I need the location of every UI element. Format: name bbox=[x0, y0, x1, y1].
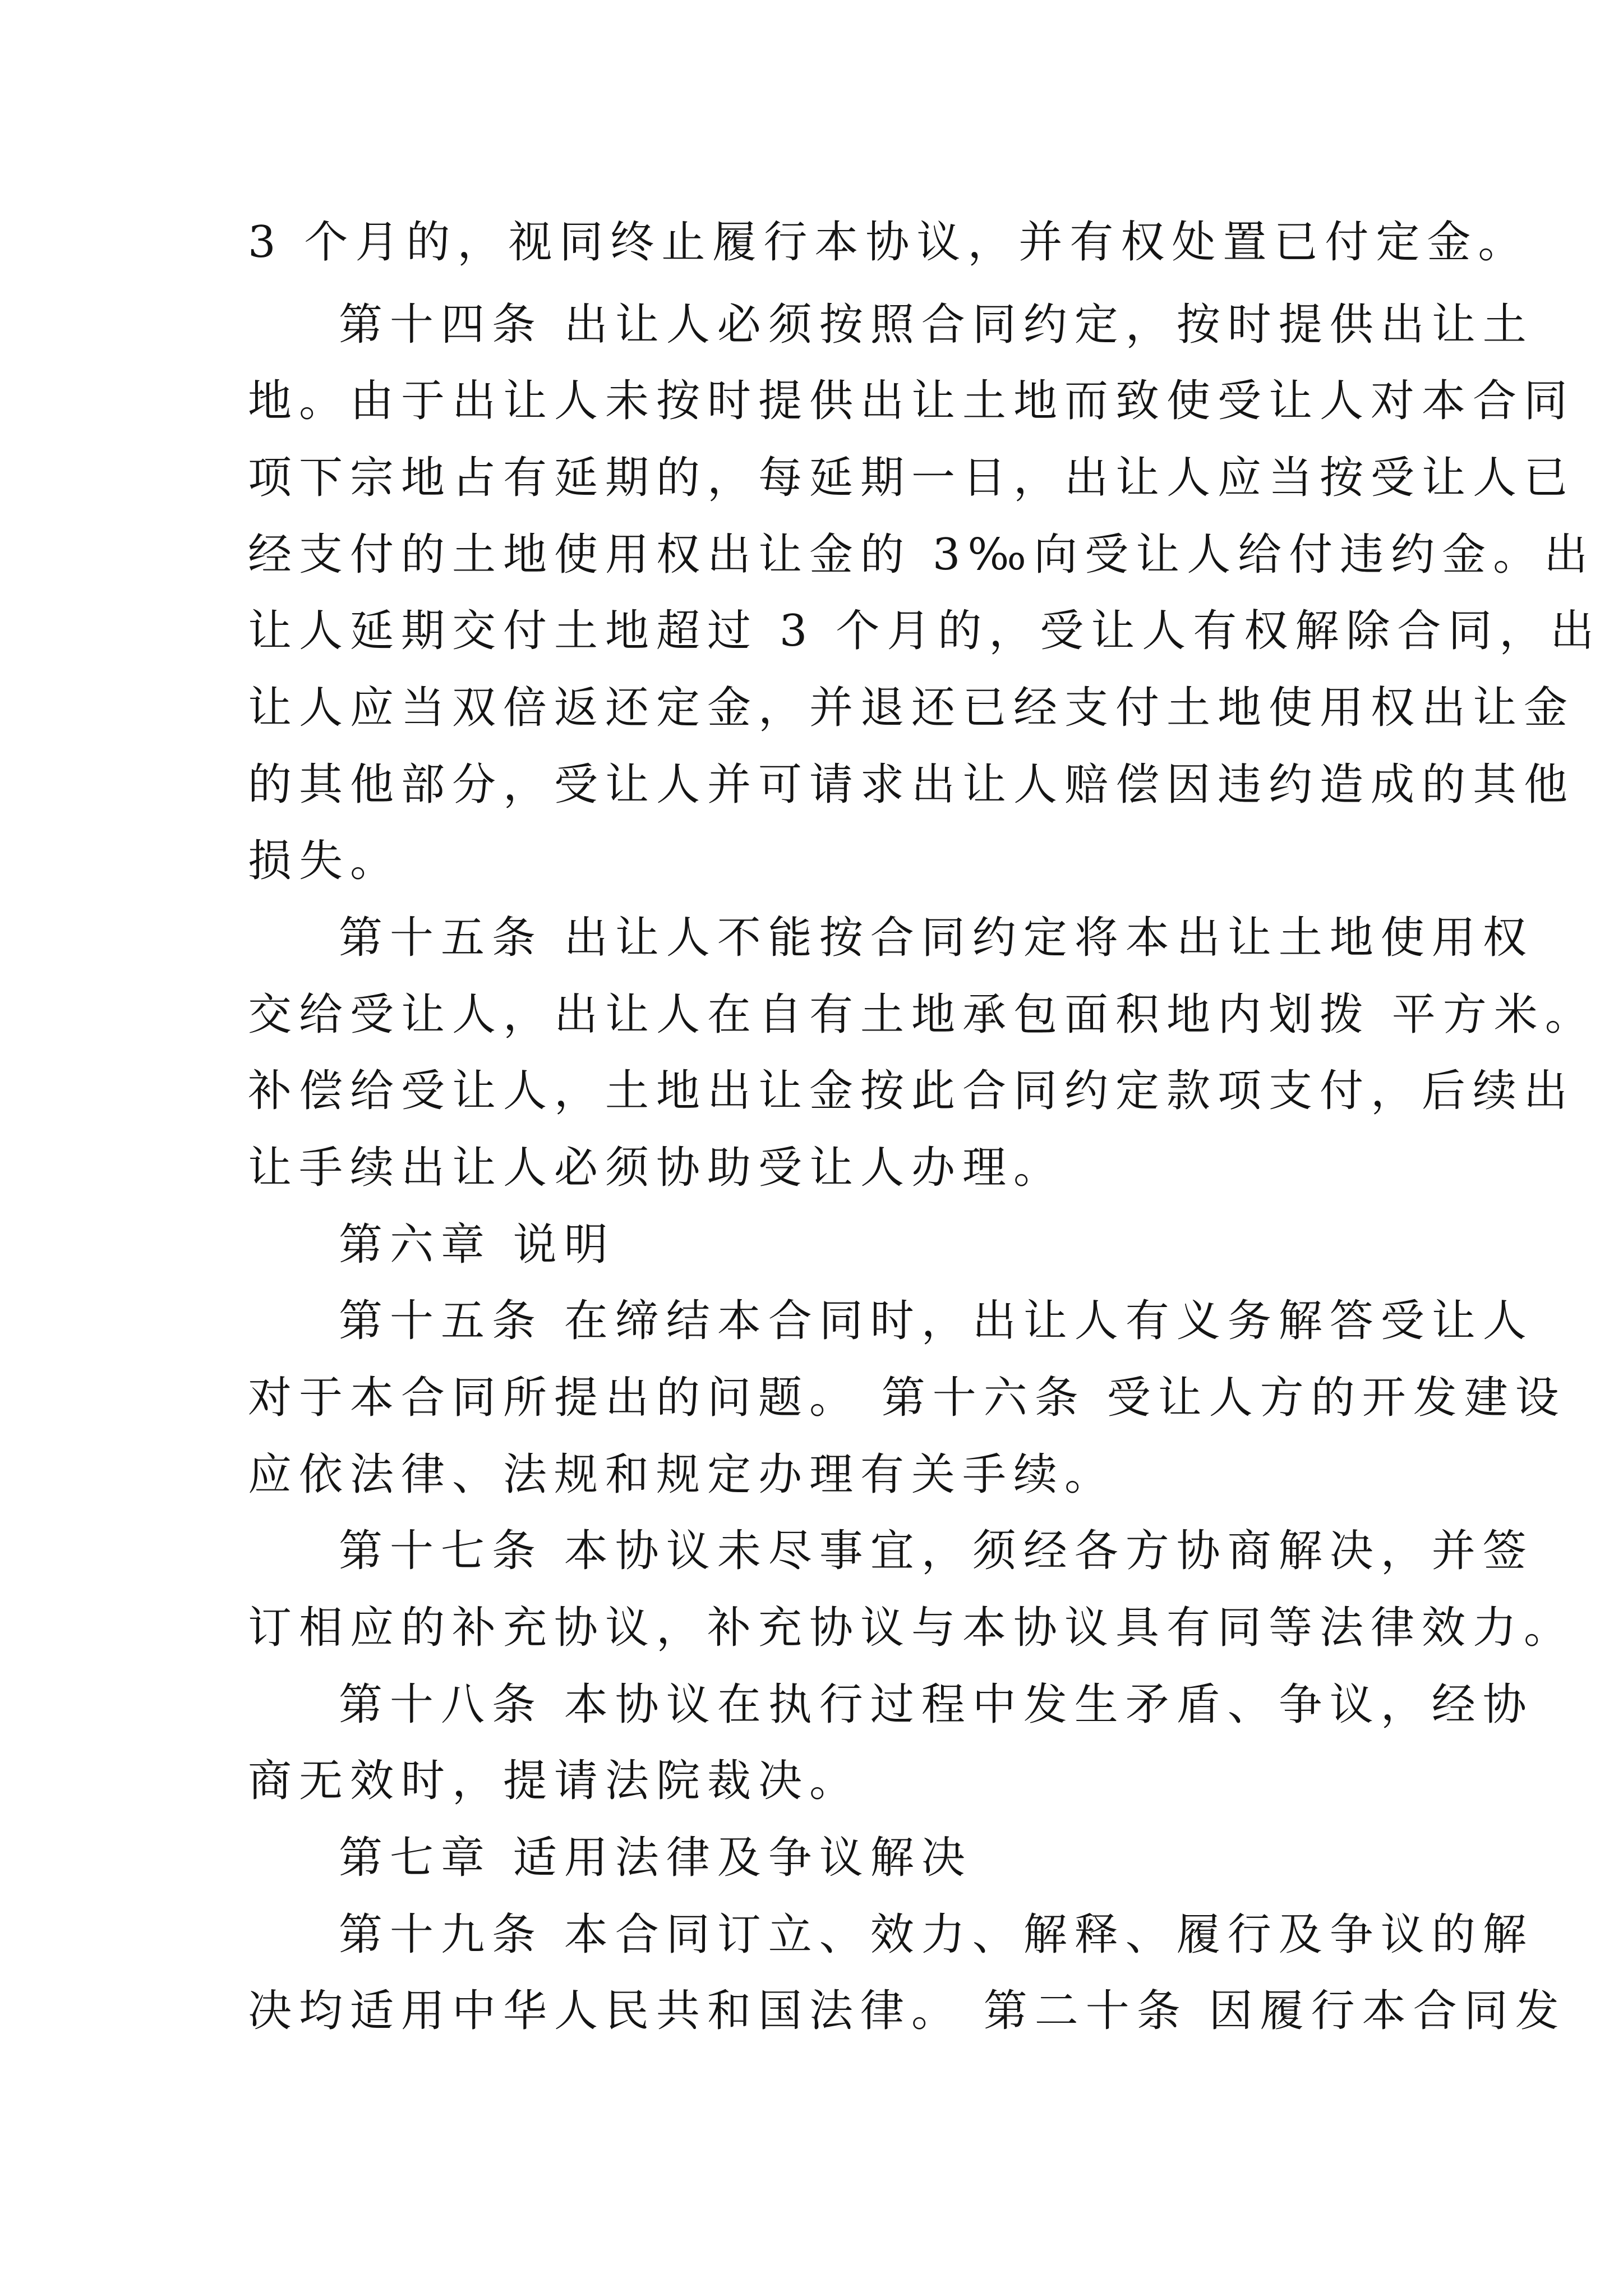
text-line: 第十八条 本协议在执行过程中发生矛盾、争议，经协 bbox=[339, 1680, 1534, 1730]
text-line: 应依法律、法规和规定办理有关手续。 bbox=[248, 1450, 1116, 1500]
text-line: 项下宗地占有延期的，每延期一日，出让人应当按受让人已 bbox=[248, 453, 1575, 503]
chapter-heading: 第六章 说明 bbox=[339, 1220, 615, 1270]
text-line: 损失。 bbox=[248, 836, 402, 886]
text-line: 3 个月的，视同终止履行本协议，并有权处置已付定金。 bbox=[248, 217, 1529, 268]
text-line: 第十四条 出让人必须按照合同约定，按时提供出让土 bbox=[339, 300, 1534, 350]
text-line: 决均适用中华人民共和国法律。 第二十条 因履行本合同发 bbox=[248, 1986, 1566, 2036]
text-line: 第十五条 出让人不能按合同约定将本出让土地使用权 bbox=[339, 913, 1534, 963]
text-line: 订相应的补充协议，补充协议与本协议具有同等法律效力。 bbox=[248, 1603, 1575, 1653]
text-line: 第十九条 本合同订立、效力、解释、履行及争议的解 bbox=[339, 1910, 1534, 1960]
chapter-heading: 第七章 适用法律及争议解决 bbox=[339, 1833, 972, 1883]
text-line: 的其他部分，受让人并可请求出让人赔偿因违约造成的其他 bbox=[248, 760, 1575, 810]
text-line: 第十五条 在缔结本合同时，出让人有义务解答受让人 bbox=[339, 1296, 1534, 1346]
text-line: 让人应当双倍返还定金，并退还已经支付土地使用权出让金 bbox=[248, 683, 1575, 733]
text-line: 经支付的土地使用权出让金的 3‰向受让人给付违约金。出 bbox=[248, 530, 1596, 580]
text-line: 地。由于出让人未按时提供出让土地而致使受让人对本合同 bbox=[248, 376, 1575, 426]
text-line: 对于本合同所提出的问题。 第十六条 受让人方的开发建设 bbox=[248, 1373, 1566, 1423]
text-line: 补偿给受让人，土地出让金按此合同约定款项支付，后续出 bbox=[248, 1066, 1575, 1116]
text-line: 交给受让人，出让人在自有土地承包面积地内划拨 平方米。 bbox=[248, 990, 1596, 1040]
text-line: 让人延期交付土地超过 3 个月的，受让人有权解除合同，出 bbox=[248, 606, 1602, 656]
text-line: 商无效时，提请法院裁决。 bbox=[248, 1756, 861, 1806]
text-line: 第十七条 本协议未尽事宜，须经各方协商解决，并签 bbox=[339, 1526, 1534, 1576]
text-line: 让手续出让人必须协助受让人办理。 bbox=[248, 1143, 1065, 1193]
